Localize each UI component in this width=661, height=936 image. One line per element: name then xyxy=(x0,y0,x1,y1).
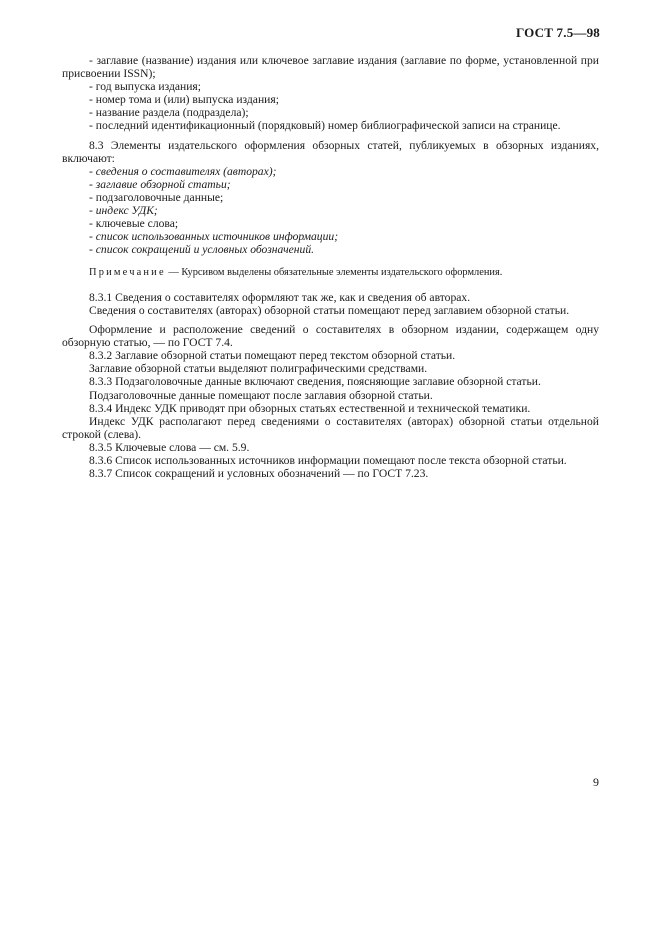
paragraph-8-3-4: 8.3.4 Индекс УДК приводят при обзорных статьях естественной и технической тематики. xyxy=(89,401,531,415)
paragraph-8-3-6: 8.3.6 Список использованных источников информации помещают после текста обзорной статьи. xyxy=(89,454,567,468)
paragraph-8-3-2: 8.3.2 Заглавие обзорной статьи помещают перед текстом обзорной статьи. xyxy=(89,349,456,363)
paragraph-8-3-7: 8.3.7 Список сокращений и условных обозначений — по ГОСТ 7.23. xyxy=(89,467,429,481)
paragraph: Индекс УДК располагают перед сведениями о составителях (авторах) обзорной статьи отдельной строкой (слева). xyxy=(62,414,599,441)
paragraph-8-3-1: 8.3.1 Сведения о составителях оформляют так же, как и сведения об авторах. xyxy=(89,290,471,304)
page-body xyxy=(62,54,599,480)
list-item: - номер тома и (или) выпуска издания; xyxy=(89,93,279,107)
paragraph: Заглавие обзорной статьи выделяют полиграфическими средствами. xyxy=(89,362,428,376)
section-8-3-paragraph: 8.3 Элементы издательского оформления обзорных статей, публикуемых в обзорных изданиях, включают: xyxy=(62,138,599,165)
list-item: - заглавие обзорной статьи; xyxy=(89,177,231,191)
list-item: - сведения о составителях (авторах); xyxy=(89,164,277,178)
paragraph: Сведения о составителях (авторах) обзорной статьи помещают перед заглавием обзорной статьи. xyxy=(89,304,570,317)
list-item: - список сокращений и условных обозначений. xyxy=(89,243,315,257)
note xyxy=(62,267,599,280)
list-item: - подзаголовочные данные; xyxy=(89,190,224,204)
note-label: Примечание xyxy=(89,267,166,279)
document-code-header: ГОСТ 7.5—98 xyxy=(516,25,600,40)
list-item: - последний идентификационный (порядковый) номер библиографической записи на странице. xyxy=(89,119,561,133)
paragraph-8-3-5: 8.3.5 Ключевые слова — см. 5.9. xyxy=(89,440,250,454)
note-text: — Курсивом выделены обязательные элементы издательского оформления. xyxy=(165,267,503,279)
list-item: - список использованных источников информации; xyxy=(89,230,339,244)
list-item: - заглавие (название) издания или ключевое заглавие издания (заглавие по форме, установленной при присвоении ISSN); xyxy=(62,54,599,81)
list-item: - ключевые слова; xyxy=(89,217,179,231)
paragraph-8-3-3: 8.3.3 Подзаголовочные данные включают сведения, поясняющие заглавие обзорной статьи. xyxy=(89,375,541,389)
page-number: 9 xyxy=(593,775,599,789)
paragraph: Подзаголовочные данные помещают после заглавия обзорной статьи. xyxy=(89,388,433,402)
list-item: - название раздела (подраздела); xyxy=(89,106,249,120)
list-item: - год выпуска издания; xyxy=(89,80,201,94)
list-item: - индекс УДК; xyxy=(89,204,158,218)
paragraph: Оформление и расположение сведений о составителях в обзорном издании, содержащем одну обзорную статью, — по ГОСТ 7.4. xyxy=(62,323,599,350)
